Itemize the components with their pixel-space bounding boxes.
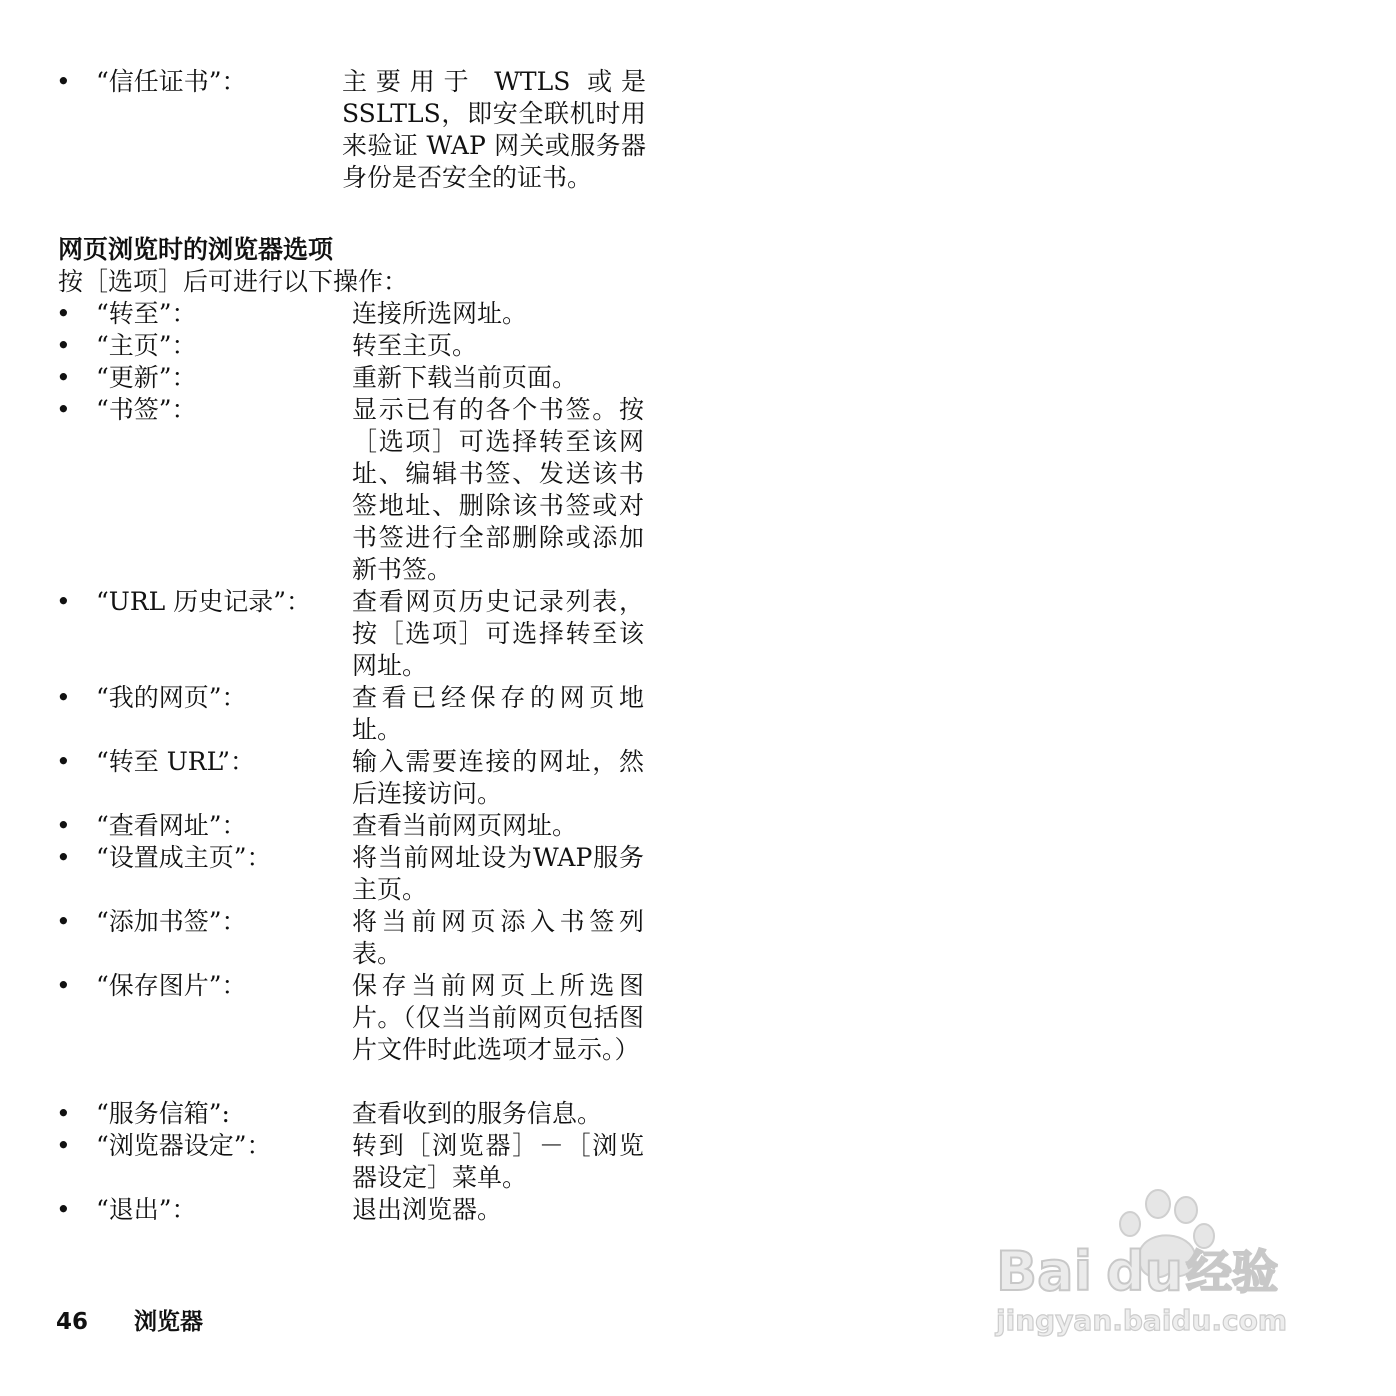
bullet: • [56, 843, 71, 872]
page-number: 46 [56, 1309, 89, 1335]
section-intro: 按［选项］后可进行以下操作： [58, 267, 409, 296]
option-label: “浏览器设定”： [96, 1131, 272, 1160]
svg-text:Bai: Bai [996, 1240, 1093, 1303]
option-label: “服务信箱”: [96, 1099, 230, 1128]
option-label: “信任证书”： [96, 67, 247, 96]
option-description: 连接所选网址。 [352, 299, 528, 328]
option-description: 将当前网页添入书签列表。 [352, 907, 644, 968]
option-description: 查看网页历史记录列表，按［选项］可选择转至该网址。 [352, 587, 644, 680]
option-description: 退出浏览器。 [352, 1195, 503, 1224]
svg-text:经验: 经验 [1186, 1245, 1278, 1299]
page-footer [56, 1303, 203, 1336]
option-description: 查看当前网页网址。 [352, 811, 578, 840]
option-label: “添加书签”： [96, 907, 247, 936]
option-item-trusted-certificate [56, 66, 656, 226]
option-description: 查看收到的服务信息。 [352, 1099, 603, 1128]
section-heading: 网页浏览时的浏览器选项 [58, 235, 334, 264]
bullet: • [56, 299, 71, 328]
baidu-jingyan-watermark [990, 1188, 1320, 1348]
option-label: “转至”： [96, 299, 197, 328]
option-label: “保存图片”： [96, 971, 247, 1000]
option-label: “URL 历史记录”： [96, 587, 312, 616]
option-label: “转至 URL”： [96, 747, 256, 776]
bullet: • [56, 1195, 71, 1224]
bullet: • [56, 67, 71, 96]
bullet: • [56, 683, 71, 712]
bullet: • [56, 747, 71, 776]
option-description: 输入需要连接的网址，然后连接访问。 [352, 747, 644, 808]
option-label: “主页”： [96, 331, 197, 360]
svg-text:du: du [1106, 1240, 1184, 1303]
option-label: “查看网址”： [96, 811, 247, 840]
bullet: • [56, 811, 71, 840]
option-description: 转到［浏览器］－［浏览器设定］菜单。 [352, 1131, 644, 1192]
svg-text:jingyan.baidu.com: jingyan.baidu.com [996, 1304, 1288, 1337]
option-label: “我的网页”： [96, 683, 247, 712]
option-description: 重新下载当前页面。 [352, 363, 578, 392]
option-description: 保存当前网页上所选图片。（仅当当前网页包括图片文件时此选项才显示。） [352, 971, 644, 1064]
bullet: • [56, 1099, 71, 1128]
option-label: “更新”： [96, 363, 197, 392]
bullet: • [56, 331, 71, 360]
option-label: “退出”： [96, 1195, 197, 1224]
bullet: • [56, 587, 71, 616]
option-label: “设置成主页”： [96, 843, 272, 872]
bullet: • [56, 363, 71, 392]
option-description: 转至主页。 [352, 331, 478, 360]
option-description: 主要用于 WTLS 或是 SSLTLS，即安全联机时用来验证 WAP 网关或服务器身份是否安全的证书。 [342, 67, 646, 192]
bullet: • [56, 395, 71, 424]
option-description: 查看已经保存的网页地址。 [352, 683, 644, 744]
option-description: 显示已有的各个书签。按［选项］可选择转至该网址、编辑书签、发送该书签地址、删除该书签或对书签进行全部删除或添加新书签。 [352, 395, 644, 584]
bullet: • [56, 907, 71, 936]
option-description: 将当前网址设为WAP服务主页。 [352, 843, 644, 904]
option-label: “书签”： [96, 395, 197, 424]
chapter-title: 浏览器 [134, 1309, 204, 1335]
paw-logo-icon [990, 1188, 1320, 1348]
bullet: • [56, 1131, 71, 1160]
bullet: • [56, 971, 71, 1000]
